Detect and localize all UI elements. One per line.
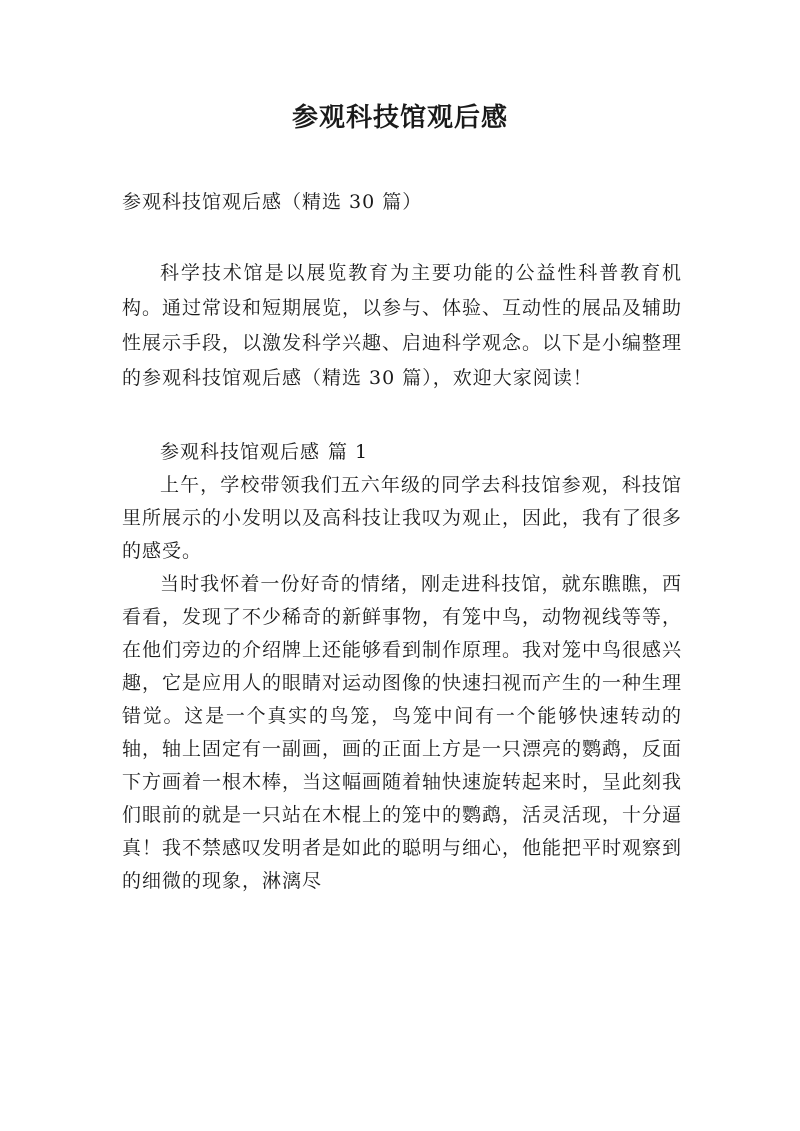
document-body <box>122 186 682 898</box>
body-paragraph: 当时我怀着一份好奇的情绪，刚走进科技馆，就东瞧瞧，西看看，发现了不少稀奇的新鲜事物，有笼中鸟，动物视线等等，在他们旁边的介绍牌上还能够看到制作原理。我对笼中鸟很感兴趣，它是应用人的眼睛对运动图像的快速扫视而产生的一种生理错觉。这是一个真实的鸟笼，鸟笼中间有一个能够快速转动的轴，轴上固定有一副画，画的正面上方是一只漂亮的鹦鹉，反面下方画着一根木棒，当这幅画随着轴快速旋转起来时，呈此刻我们眼前的就是一只站在木棍上的笼中的鹦鹉，活灵活现，十分逼真！我不禁感叹发明者是如此的聪明与细心，他能把平时观察到的细微的现象，淋漓尽 <box>122 573 683 892</box>
section-number: 篇 1 <box>328 441 369 463</box>
intro-paragraph: 科学技术馆是以展览教育为主要功能的公益性科普教育机构。通过常设和短期展览，以参与、体验、互动性的展品及辅助性展示手段，以激发科学兴趣、启迪科学观念。以下是小编整理的参观科技馆观后感（精选 30 篇），欢迎大家阅读！ <box>122 262 683 389</box>
section-heading-text: 参观科技馆观后感 <box>160 441 321 463</box>
page-title: 参观科技馆观后感 <box>291 103 508 133</box>
document-subtitle: 参观科技馆观后感（精选 30 篇） <box>122 191 423 213</box>
section-heading <box>122 436 682 469</box>
body-paragraph: 上午，学校带领我们五六年级的同学去科技馆参观，科技馆里所展示的小发明以及高科技让我叹为观止，因此，我有了很多的感受。 <box>122 474 683 562</box>
